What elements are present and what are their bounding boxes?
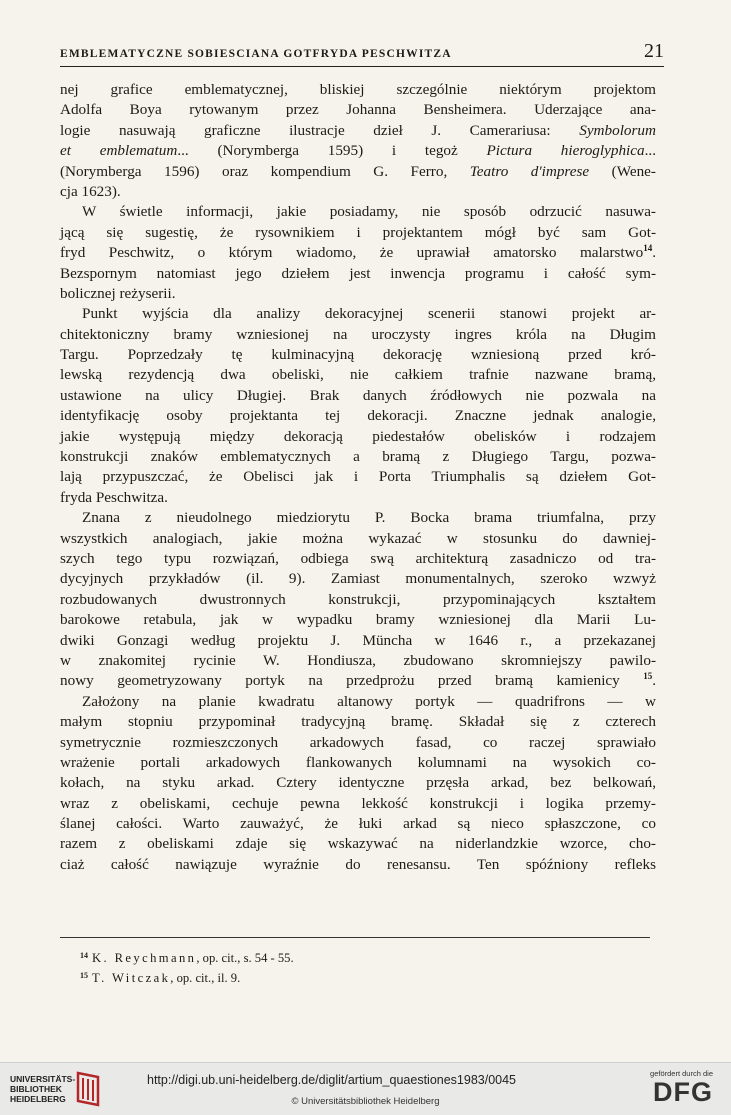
- footnote-ref[interactable]: 15: [643, 671, 653, 682]
- text-line: ślanej całości. Warto zauważyć, że łuki arkad są nieco spłaszczone, co: [60, 815, 656, 833]
- text-line: w znakomitej rycinie W. Hondiusza, zbudowano skromniejszy pawilo-: [60, 651, 656, 669]
- paragraph-5: [60, 692, 656, 876]
- text-line: jącą się sugestię, że rysownikiem i projektantem mógł być sam Got-: [60, 223, 656, 241]
- text-line: fryda Peschwitza.: [60, 488, 168, 506]
- running-header: [60, 40, 664, 68]
- text-line: ciaż całość nawiązuje wyraźnie do renesansu. Ten spóźniony refleks: [60, 855, 656, 873]
- text-line: Targu. Poprzedzały tę kulminacyjną dekorację wzniesioną przed kró-: [60, 346, 656, 364]
- text-line: Punkt wyjścia dla analizy dekoracyjnej scenerii stanowi projekt ar-: [82, 305, 656, 323]
- italic-title: Pictura hieroglyphica: [486, 142, 645, 160]
- text-line: dwiki Gonzagi według projektu J. Müncha w 1646 r., a przekazanej: [60, 631, 656, 649]
- text-line: kołach, na styku arkad. Cztery identyczne przęsła arkad, bez belkowań,: [60, 774, 656, 792]
- text-line: identyfikację osoby projektanta tej dekoracji. Znaczne jednak analogie,: [60, 407, 656, 425]
- text-line: lają przypuszczać, że Obelisci jak i Porta Triumphalis są dziełem Got-: [60, 468, 656, 486]
- body-text: [60, 80, 656, 875]
- text-segment: (Norymberga 1596) oraz kompendium G. Ferro,: [60, 162, 470, 180]
- text-line: barokowe retabula, jak w wypadku bramy wzniesionej dla Marii Lu-: [60, 611, 656, 629]
- italic-title: Symbolorum: [579, 121, 656, 139]
- page-number: 21: [644, 40, 664, 62]
- footnote-text: , op. cit., s. 54 - 55.: [196, 951, 294, 965]
- text-line: fryd Peschwitz, o którym wiadomo, że uprawiał amatorsko malarstwo$^{14}$.: [60, 243, 656, 262]
- text-line: Bezspornym natomiast jego dziełem jest inwencja programu i całość sym-: [60, 264, 656, 282]
- text-line: Znana z nieudolnego miedziorytu P. Bocka brama triumfalna, przy: [82, 509, 656, 527]
- text-line: Adolfa Boya rytowanym przez Johanna Bensheimera. Uderzające ana-: [60, 101, 656, 119]
- text-line: [60, 121, 656, 141]
- dfg-logo: DFG: [653, 1077, 713, 1107]
- text-line: [60, 162, 656, 182]
- text-line: symetrycznie rozmieszczonych arkadowych fasad, co raczej sprawiało: [60, 733, 656, 751]
- text-line: konstrukcji znaków emblematycznych a bramą z Długiego Targu, pozwa-: [60, 448, 656, 466]
- text-segment: logie nasuwają graficzne ilustracje dzieł J. Camerariusa:: [60, 121, 580, 139]
- paragraph-1: [60, 80, 656, 202]
- footnote-rule: [60, 937, 650, 938]
- footnote: [80, 968, 294, 988]
- footnote-ref[interactable]: 14: [643, 243, 653, 254]
- text-line: nowy geometryzowany portyk na przedprożu przed bramą kamienicy $^{15}$.: [60, 671, 657, 690]
- text-line: lewską rezydencją dwa obeliski, nie całkiem trafnie nazwane bramą,: [60, 366, 656, 384]
- text-line: rozbudowanych dwustronnych konstrukcji, przypominających kształtem: [60, 590, 656, 608]
- text-line: bolicznej reżyserii.: [60, 284, 176, 302]
- text-line: chitektoniczny bramy wzniesionej na uroczysty ingres króla na Długim: [60, 325, 656, 343]
- text-line: [60, 141, 656, 161]
- footnote-author: K. Reychmann: [92, 951, 197, 965]
- text-segment: fryd Peschwitz, o którym wiadomo, że uprawiał amatorsko malarstwo: [60, 244, 644, 262]
- document-url-link[interactable]: http://digi.ub.uni-heidelberg.de/diglit/artium_quaestiones1983/0045: [147, 1073, 517, 1087]
- copyright-text: © Universitätsbibliothek Heidelberg: [291, 1096, 440, 1107]
- italic-title: et emblematum: [60, 142, 178, 160]
- dfg-funding[interactable]: [650, 1069, 713, 1106]
- paragraph-2: [60, 202, 656, 304]
- viewer-footer: [0, 1062, 731, 1115]
- footnote-number: 15: [80, 971, 88, 980]
- italic-title: Teatro d'imprese: [469, 162, 590, 180]
- header-title: EMBLEMATYCZNE SOBIESCIANA GOTFRYDA PESCHWITZA: [60, 48, 452, 60]
- text-line: cja 1623).: [60, 182, 121, 200]
- footnote-author: T. Witczak: [92, 971, 171, 985]
- paragraph-3: [60, 304, 656, 508]
- text-line: małym stopniu przypominał tradycyjną bramę. Składał się z czterech: [60, 713, 656, 731]
- header-rule: [60, 66, 664, 67]
- text-segment: nowy geometryzowany portyk na przedprożu przed bramą kamienicy: [60, 672, 620, 690]
- funded-label: gefördert durch die: [650, 1069, 713, 1078]
- library-line: BIBLIOTHEK: [10, 1084, 62, 1094]
- text-line: wszystkich analogiach, jakie można wykazać w stosunku do dawniej-: [60, 529, 656, 547]
- text-line: szych tego typu rozwiązań, odbiega swą architekturą zasadniczo od tra-: [60, 549, 656, 567]
- footnote: [80, 948, 294, 968]
- text-segment: (Wene-: [589, 162, 656, 180]
- footnote-text: , op. cit., il. 9.: [170, 971, 241, 985]
- text-segment: ...: [644, 142, 656, 160]
- text-line: Założony na planie kwadratu altanowy portyk — quadrifrons — w: [82, 692, 656, 710]
- library-line: HEIDELBERG: [10, 1094, 66, 1104]
- library-line: UNIVERSITÄTS-: [10, 1074, 76, 1084]
- text-line: razem z obeliskami zdaje się wskazywać na niderlandzkie wzorce, cho-: [60, 835, 656, 853]
- text-line: ustawione na ulicy Długiej. Brak danych źródłowych nie pozwala na: [60, 386, 656, 404]
- text-line: jakie występują między dekoracją piedestałów obelisków i rodzajem: [60, 427, 656, 445]
- text-line: wraz z obeliskami, cechuje pewna lekkość konstrukcji i logika przemy-: [60, 794, 656, 812]
- text-segment: ... (Norymberga 1595) i tegoż: [177, 142, 487, 160]
- text-line: nej grafice emblematycznej, bliskiej szczególnie niektórym projektom: [60, 81, 656, 98]
- text-line: dycyjnych przykładów (il. 9). Zamiast monumentalnych, szeroko wzwyż: [60, 570, 656, 588]
- text-line: W świetle informacji, jakie posiadamy, nie sposób odrzucić nasuwa-: [82, 203, 656, 221]
- paragraph-4: [60, 508, 656, 692]
- footnote-number: 14: [80, 951, 88, 960]
- text-line: wrażenie portali arkadowych flankowanych kolumnami na wysokich co-: [60, 753, 656, 771]
- footnotes: [80, 948, 294, 988]
